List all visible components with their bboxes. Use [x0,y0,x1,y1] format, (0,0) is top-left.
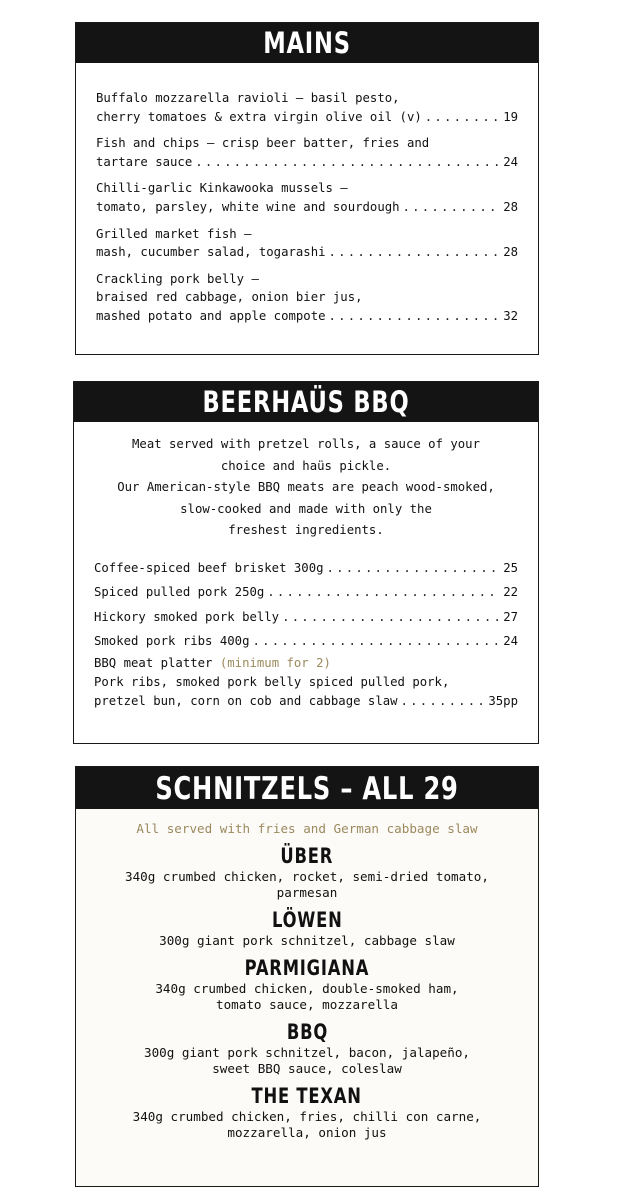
menu-item [96,179,518,216]
schnitzel-name: BBQ [286,1020,328,1044]
schnitzels-section [75,766,539,1187]
item-text: tomato, parsley, white wine and sourdough [96,199,400,214]
item-line: Crackling pork belly – [96,271,259,286]
schnitzels-title: SCHNITZELS – ALL 29 [127,767,487,809]
item-text: pretzel bun, corn on cob and cabbage slaw [94,693,398,708]
menu-item [94,605,518,630]
item-price: 28 [503,199,518,214]
schnitzel-desc: 340g crumbed chicken, fries, chilli con carne, [132,1109,482,1124]
schnitzel-item [76,843,538,901]
schnitzels-subtitle: All served with fries and German cabbage slaw [136,821,478,836]
item-line: Pork ribs, smoked pork belly spiced pulled pork, [94,674,450,689]
intro-line: freshest ingredients. [228,523,384,537]
schnitzel-desc: 300g giant pork schnitzel, bacon, jalapeño, [143,1045,471,1060]
intro-line: choice and haüs pickle. [220,458,392,473]
bbq-title: BEERHAÜS BBQ [125,382,487,422]
schnitzel-item [76,907,538,949]
dot-leader [195,153,500,172]
mains-header [76,23,538,63]
menu-item [94,629,518,654]
dot-leader [425,108,500,127]
schnitzel-desc: 300g giant pork schnitzel, cabbage slaw [159,933,455,948]
item-price: 32 [503,308,518,323]
dot-leader [282,605,500,630]
item-line: Buffalo mozzarella ravioli – basil pesto, [96,91,400,105]
dot-leader [252,629,500,654]
schnitzel-desc: 340g crumbed chicken, double-smoked ham, [155,981,459,996]
schnitzels-header [76,767,538,809]
item-price-line [96,153,518,172]
menu-item [96,225,518,262]
dot-leader [329,307,501,326]
item-line: braised red cabbage, onion bier jus, [96,290,363,305]
schnitzel-item [76,1019,538,1077]
schnitzel-name: THE TEXAN [251,1084,363,1108]
item-text: Hickory smoked pork belly [94,609,280,624]
mains-section [75,22,539,355]
menu-item [96,270,518,326]
schnitzel-desc: mozzarella, onion jus [227,1125,387,1140]
item-price-line [94,692,518,711]
schnitzel-item [76,955,538,1013]
item-text: Spiced pulled pork 250g [94,585,265,600]
item-text: cherry tomatoes & extra virgin olive oil (v) [96,109,422,124]
menu-item [96,89,518,126]
schnitzel-name: ÜBER [280,844,334,868]
mains-title: MAINS [127,23,487,63]
item-line: Grilled market fish – [96,226,252,241]
intro-line: slow-cooked and made with only the [180,501,432,516]
item-price-line [96,108,518,127]
item-price: 25 [503,560,518,575]
item-text: tartare sauce [96,154,193,169]
item-price: 22 [503,585,518,600]
schnitzel-desc: 340g crumbed chicken, rocket, semi-dried tomato, [125,869,489,884]
platter-name: BBQ meat platter [94,655,213,670]
item-price-line [96,243,518,262]
item-text: mash, cucumber salad, togarashi [96,245,326,260]
bbq-intro [74,422,538,548]
mains-list [76,63,538,326]
schnitzel-name: PARMIGIANA [244,956,370,980]
dot-leader [267,580,500,605]
bbq-section [73,381,539,744]
item-text: Smoked pork ribs 400g [94,634,250,649]
dot-leader [401,692,486,711]
item-text: Coffee-spiced beef brisket 300g [94,560,324,575]
dot-leader [327,556,501,581]
intro-line: Meat served with pretzel rolls, a sauce of your [132,437,480,451]
menu-item [94,556,518,581]
schnitzel-desc: sweet BBQ sauce, coleslaw [212,1061,402,1076]
dot-leader [403,198,501,217]
schnitzel-desc: parmesan [276,885,338,900]
item-line: Chilli-garlic Kinkawooka mussels – [96,181,348,196]
bbq-list [74,548,538,711]
platter-item [94,654,518,711]
schnitzel-name: LÖWEN [271,908,343,932]
item-price: 24 [503,634,518,649]
item-price-line [96,198,518,217]
bbq-header [74,382,538,422]
menu-item [96,134,518,171]
dot-leader [329,243,501,262]
platter-note: (minimum for 2) [219,655,331,670]
schnitzel-desc: tomato sauce, mozzarella [216,997,398,1012]
intro-line: Our American-style BBQ meats are peach wood-smoked, [117,480,495,494]
platter-title-line [94,654,518,673]
item-price-line [96,307,518,326]
item-price: 19 [503,109,518,124]
schnitzel-item [76,1083,538,1141]
item-price: 27 [503,609,518,624]
item-price: 28 [503,245,518,260]
item-price: 24 [503,154,518,169]
menu-item [94,580,518,605]
item-line: Fish and chips – crisp beer batter, fries and [96,136,430,151]
item-price: 35pp [488,693,518,708]
item-text: mashed potato and apple compote [96,308,326,323]
